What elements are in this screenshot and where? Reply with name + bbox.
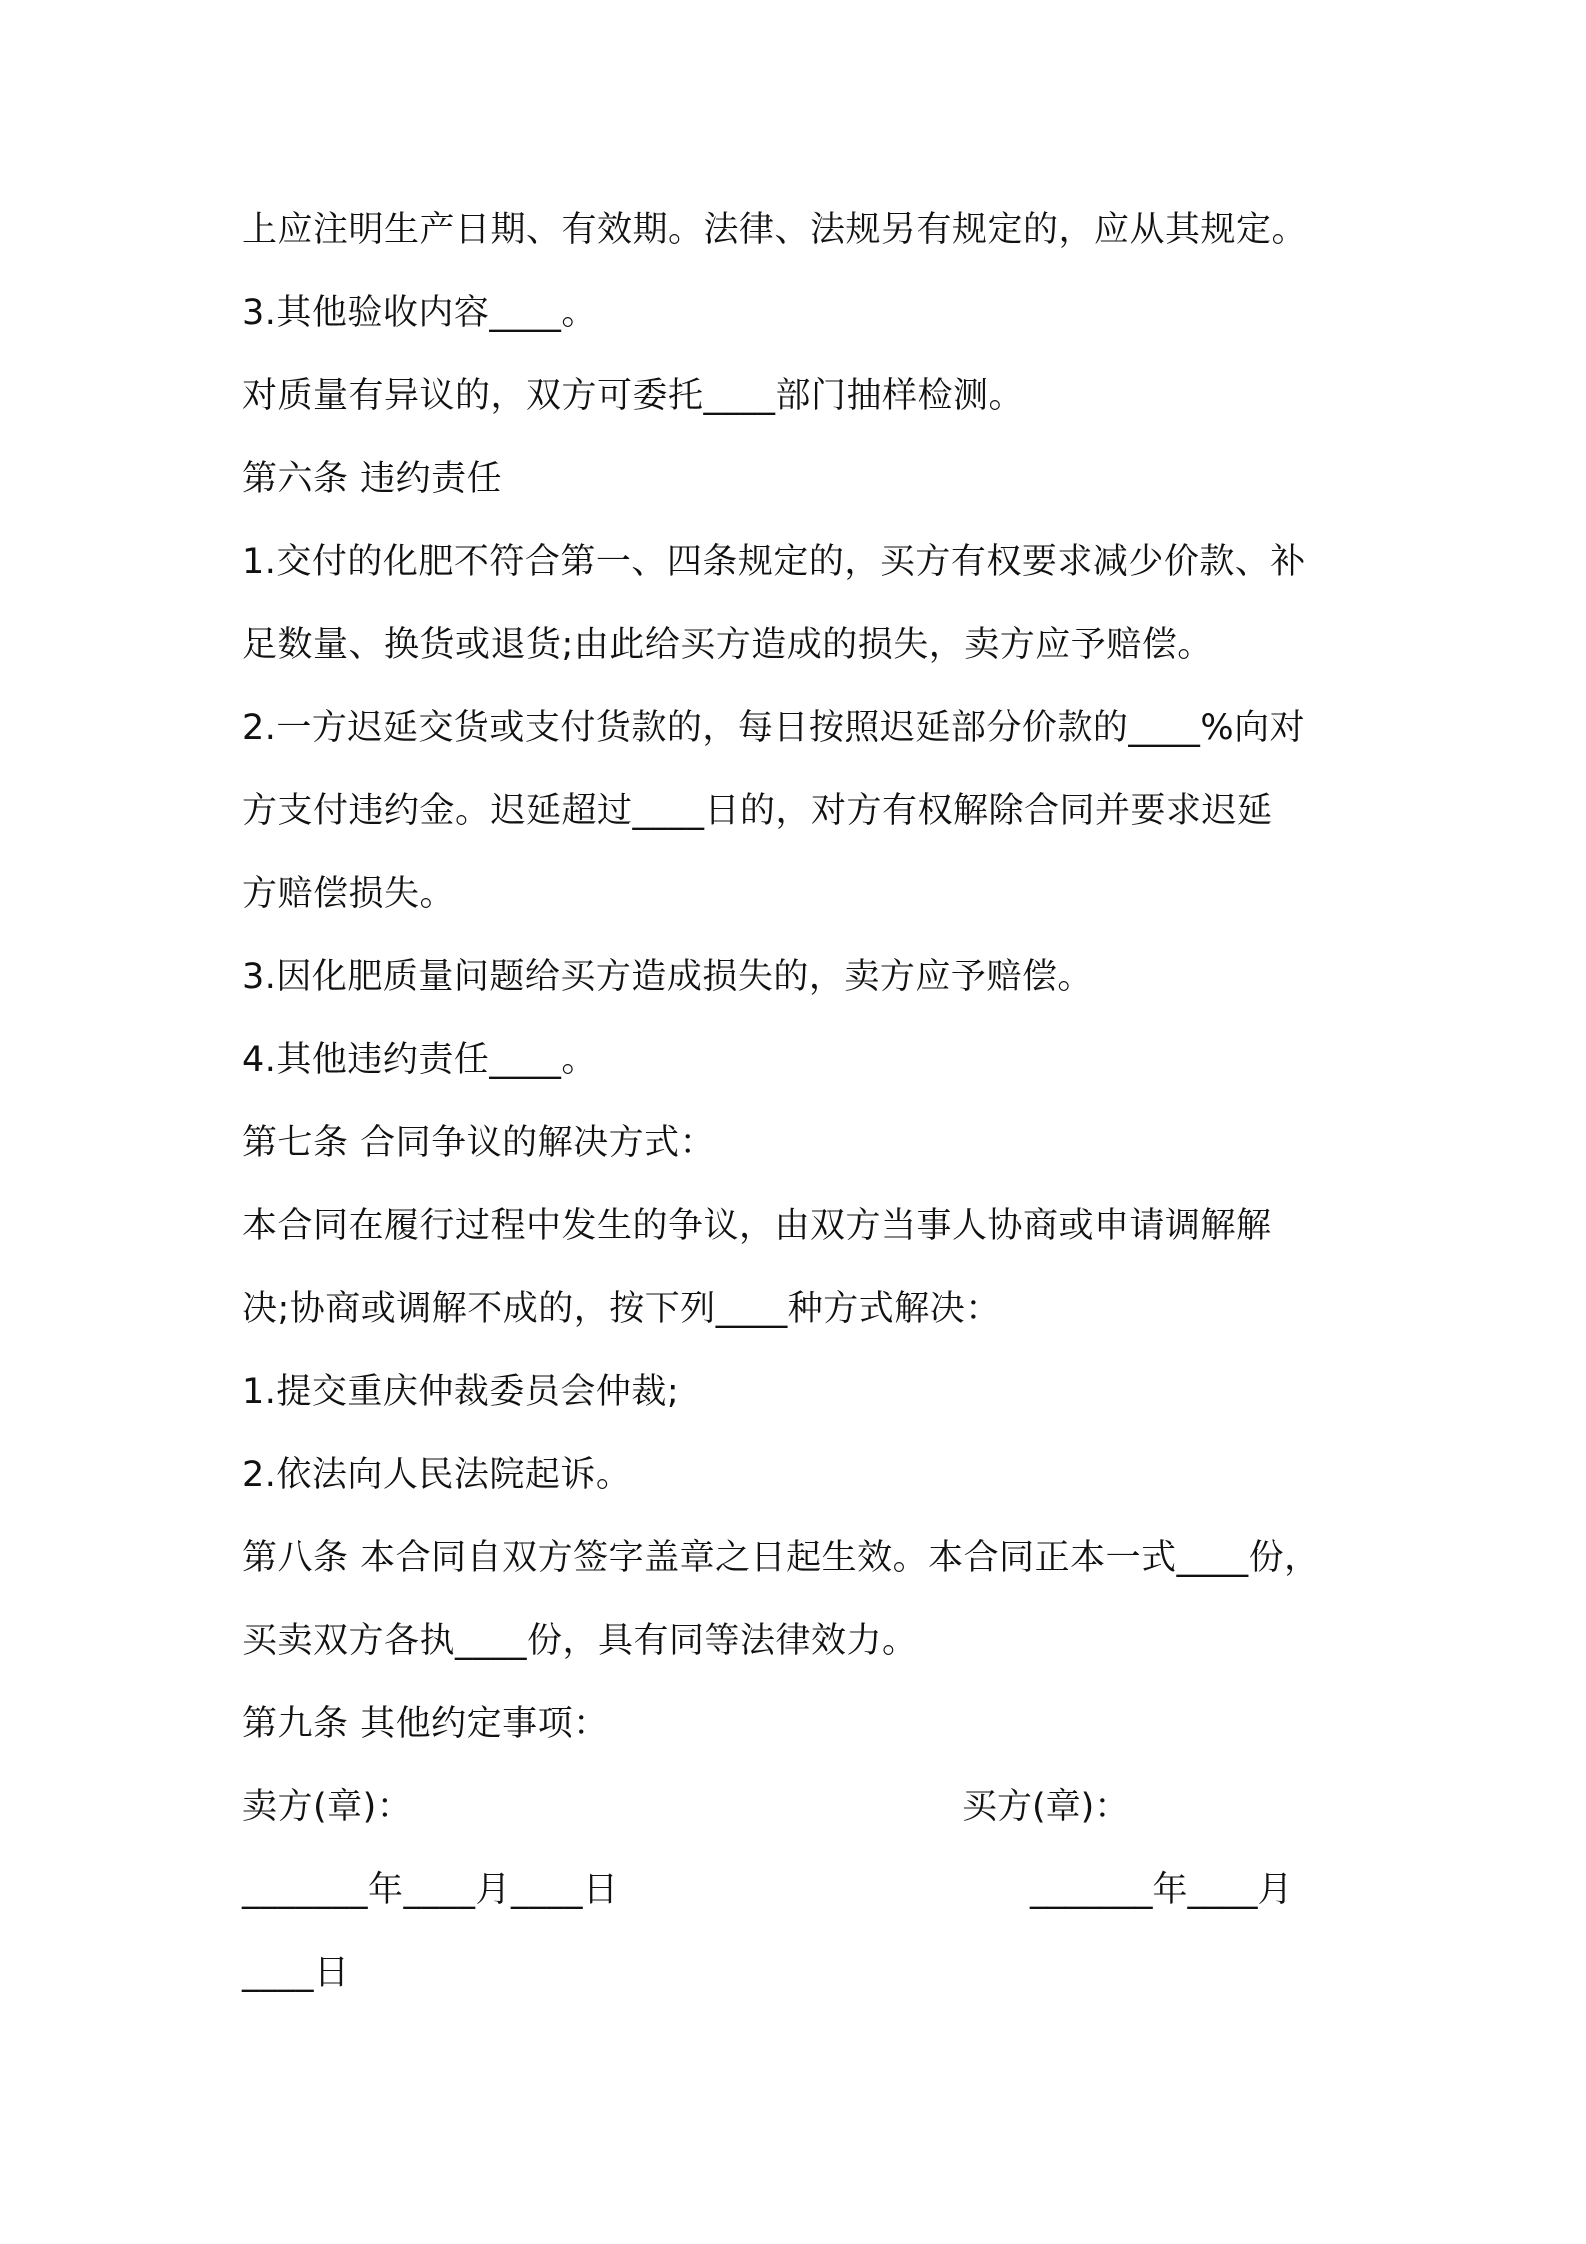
seller-date-field: _______年____月____日 <box>242 1870 619 1910</box>
section-heading-8: 第八条 本合同自双方签字盖章之日起生效。本合同正本一式____份， <box>242 1538 1320 1578</box>
buyer-date-field: _______年____月 <box>1030 1870 1293 1910</box>
text-line: 4.其他违约责任____。 <box>242 1040 597 1080</box>
text-line: 上应注明生产日期、有效期。法律、法规另有规定的，应从其规定。 <box>242 210 1308 250</box>
section-heading-6: 第六条 违约责任 <box>242 459 503 499</box>
buyer-seal-label: 买方(章)： <box>962 1787 1130 1827</box>
text-line: 3.其他验收内容____。 <box>242 293 597 333</box>
text-line: 对质量有异议的，双方可委托____部门抽样检测。 <box>242 376 1025 416</box>
text-line: 买卖双方各执____份，具有同等法律效力。 <box>242 1621 918 1661</box>
text-line: 2.依法向人民法院起诉。 <box>242 1455 632 1495</box>
seller-seal-label: 卖方(章)： <box>242 1787 413 1827</box>
text-line: 3.因化肥质量问题给买方造成损失的，卖方应予赔偿。 <box>242 957 1093 997</box>
text-line: 2.一方迟延交货或支付货款的，每日按照迟延部分价款的____%向对 <box>242 708 1306 748</box>
text-line: 1.提交重庆仲裁委员会仲裁; <box>242 1372 680 1412</box>
section-heading-9: 第九条 其他约定事项： <box>242 1704 609 1744</box>
text-line: 足数量、换货或退货;由此给买方造成的损失，卖方应予赔偿。 <box>242 625 1213 665</box>
text-line: 本合同在履行过程中发生的争议，由双方当事人协商或申请调解解 <box>242 1206 1272 1246</box>
text-line: 方赔偿损失。 <box>242 874 456 914</box>
text-line: 决;协商或调解不成的，按下列____种方式解决： <box>242 1289 1001 1329</box>
text-line: 方支付违约金。迟延超过____日的，对方有权解除合同并要求迟延 <box>242 791 1273 831</box>
text-line: 1.交付的化肥不符合第一、四条规定的，买方有权要求减少价款、补 <box>242 542 1306 582</box>
section-heading-7: 第七条 合同争议的解决方式： <box>242 1123 716 1163</box>
date-day-field: ____日 <box>242 1953 350 1993</box>
